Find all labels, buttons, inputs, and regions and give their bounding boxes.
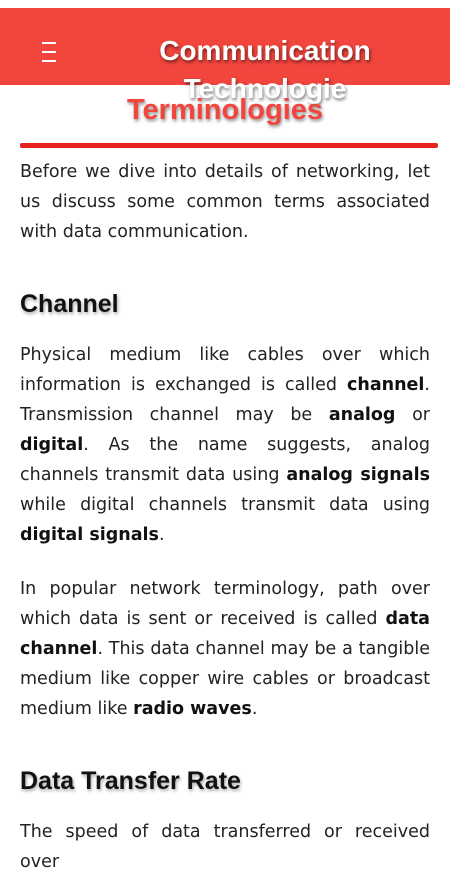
section-title-data-transfer-rate: Data Transfer Rate: [20, 767, 241, 795]
text-run: .: [251, 699, 258, 719]
app-bar: [0, 8, 450, 104]
term-analog: analog: [328, 405, 396, 425]
intro-paragraph: Before we dive into details of networking, let us discuss some common terms associated with data communication.: [20, 162, 430, 242]
channel-paragraph-1: [20, 340, 430, 550]
text-run: . Transmission channel may be: [20, 375, 430, 425]
text-run: Physical medium like cables over which information is exchanged is called: [20, 345, 430, 395]
article-content: [20, 157, 430, 877]
term-data-channel: data channel: [20, 609, 430, 659]
term-channel: channel: [346, 375, 425, 395]
text-run: . This data channel may be a tangible medium like copper wire cables or broadcast medium like: [20, 639, 430, 719]
term-analog-signals: analog signals: [286, 465, 430, 485]
hamburger-menu-icon[interactable]: [38, 42, 60, 62]
channel-paragraph-2: [20, 574, 430, 724]
heading-divider: [20, 143, 438, 148]
text-run: while digital channels transmit data using: [20, 495, 430, 515]
menu-line: [42, 51, 56, 53]
text-run: or: [395, 405, 430, 425]
term-digital: digital: [20, 435, 84, 455]
term-radio-waves: radio waves: [133, 699, 252, 719]
text-run: .: [158, 525, 165, 545]
text-run: In popular network terminology, path over which data is sent or received is called: [20, 579, 430, 629]
term-digital-signals: digital signals: [20, 525, 159, 545]
page-heading: Terminologies: [126, 94, 324, 126]
menu-line: [42, 42, 56, 44]
text-run: . As the name suggests, analog channels transmit data using: [20, 435, 430, 485]
app-title: Communication Technologie: [159, 35, 371, 104]
status-bar: [0, 0, 450, 8]
section-title-channel: Channel: [20, 290, 119, 318]
data-transfer-rate-paragraph: The speed of data transferred or received over: [20, 822, 430, 872]
menu-line: [42, 60, 56, 62]
